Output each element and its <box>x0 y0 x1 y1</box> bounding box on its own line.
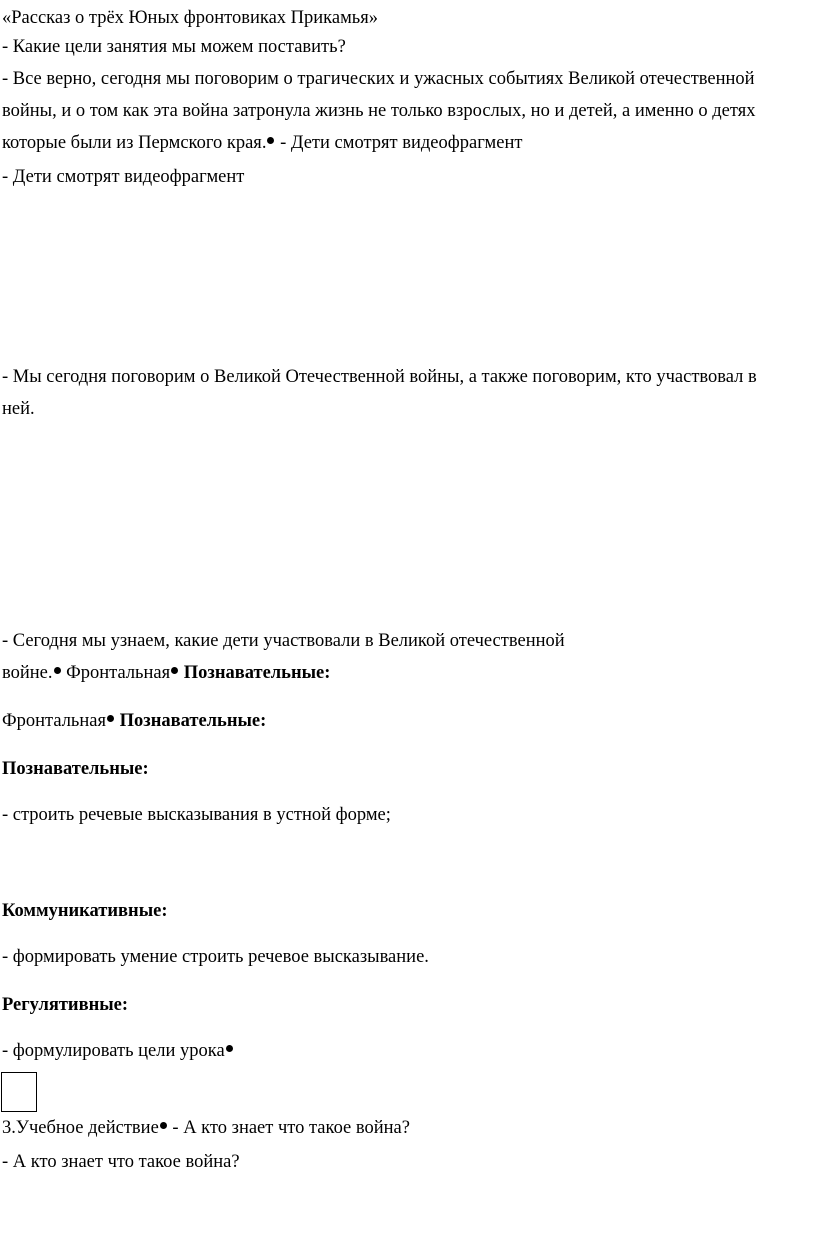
text-line: - А кто знает что такое война? <box>2 1152 240 1172</box>
section-heading: Регулятивные: <box>2 995 129 1015</box>
bullet-icon <box>160 1122 167 1129</box>
text-line: ней. <box>2 399 35 419</box>
text-line: - Сегодня мы узнаем, какие дети участвовали в Великой отечественной <box>2 631 565 651</box>
doc-title: «Рассказ о трёх Юных фронтовиках Прикамья» <box>2 8 379 28</box>
bullet-icon <box>226 1045 233 1052</box>
text-line: - Какие цели занятия мы можем поставить? <box>2 37 346 57</box>
text-line: - формировать умение строить речевое высказывание. <box>2 947 429 967</box>
bullet-icon <box>107 715 114 722</box>
empty-box <box>1 1072 37 1112</box>
text-line: - Все верно, сегодня мы поговорим о трагических и ужасных событиях Великой отечественной <box>2 69 755 89</box>
section-heading: Коммуникативные: <box>2 901 168 921</box>
text-segment: - А кто знает что такое война? <box>167 1118 410 1138</box>
text-segment: Фронтальная <box>61 663 171 683</box>
text-line <box>2 709 266 733</box>
text-segment: Фронтальная <box>2 711 106 731</box>
text-line <box>2 661 330 685</box>
text-segment: войне. <box>2 663 53 683</box>
text-segment: Познавательные: <box>179 663 331 683</box>
text-line: - Мы сегодня поговорим о Великой Отечественной войны, а также поговорим, кто участвовал в <box>2 367 757 387</box>
section-heading: Познавательные: <box>2 759 149 779</box>
text-line: - Дети смотрят видеофрагмент <box>2 167 245 187</box>
text-segment: 3.Учебное действие <box>2 1118 159 1138</box>
text-line <box>2 1039 234 1063</box>
bullet-icon <box>267 137 274 144</box>
text-segment: - формулировать цели урока <box>2 1041 225 1061</box>
text-line: войны, и о том как эта война затронула жизнь не только взрослых, но и детей, а именно о детях <box>2 101 756 121</box>
bullet-icon <box>54 667 61 674</box>
text-line <box>2 1116 410 1140</box>
text-segment: - Дети смотрят видеофрагмент <box>275 133 523 153</box>
text-line <box>2 131 522 155</box>
text-line: - строить речевые высказывания в устной форме; <box>2 805 391 825</box>
text-segment: Познавательные: <box>115 711 267 731</box>
bullet-icon <box>171 667 178 674</box>
text-segment: которые были из Пермского края. <box>2 133 267 153</box>
